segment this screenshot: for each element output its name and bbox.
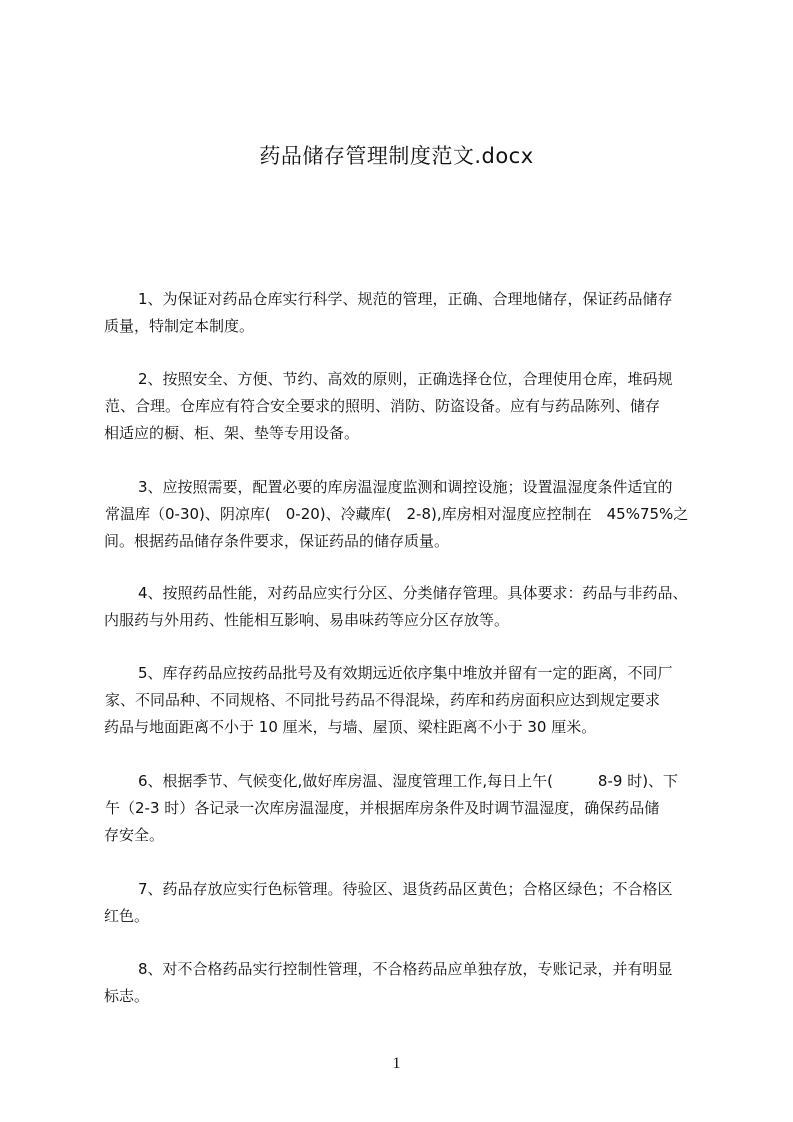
paragraph-8 [104,956,724,1010]
paragraph-line: 3、应按照需要，配置必要的库房温湿度监测和调控设施；设置温湿度条件适宜的 [138,478,673,496]
paragraph-line: 范、合理。仓库应有符合安全要求的照明、消防、防盗设备。应有与药品陈列、储存 [105,397,661,415]
paragraph-line: 家、不同品种、不同规格、不同批号药品不得混垛，药库和药房面积应达到规定要求 [105,691,661,709]
paragraph-line: 存安全。 [104,826,165,844]
paragraph-line: 7、药品存放应实行色标管理。待验区、退货药品区黄色；合格区绿色；不合格区 [138,880,673,898]
paragraph-line: 6、根据季节、气候变化,做好库房温、湿度管理工作,每日上午( 8-9 时)、下 [138,772,679,790]
page-number: 1 [392,1055,401,1072]
paragraph-line: 8、对不合格药品实行控制性管理，不合格药品应单独存放，专账记录，并有明显 [138,960,673,978]
paragraph-line: 常温库（0-30)、阴凉库( 0-20)、冷藏库( 2-8),库房相对湿度应控制在 45%75%之 [105,505,689,523]
paragraph-line: 红色。 [104,907,150,925]
paragraph-line: 内服药与外用药、性能相互影响、易串味药等应分区存放等。 [104,611,510,629]
paragraph-line: 午（2-3 时）各记录一次库房温湿度，并根据库房条件及时调节温湿度，确保药品储 [105,799,660,817]
document-title: 药品储存管理制度范文.docx [259,144,534,168]
paragraph-7 [104,876,724,930]
paragraph-line: 5、库存药品应按药品批号及有效期远近依序集中堆放并留有一定的距离，不同厂 [138,664,673,682]
paragraph-1 [104,286,724,340]
paragraph-line: 药品与地面距离不小于 10 厘米，与墙、屋顶、梁柱距离不小于 30 厘米。 [104,718,597,736]
paragraph-4 [104,580,724,634]
paragraph-line: 质量，特制定本制度。 [104,317,255,335]
paragraph-3 [104,474,724,555]
paragraph-5 [104,660,724,741]
paragraph-line: 间。根据药品储存条件要求，保证药品的储存质量。 [104,532,450,550]
paragraph-line: 标志。 [104,987,150,1005]
paragraph-line: 相适应的橱、柜、架、垫等专用设备。 [104,424,360,442]
paragraph-line: 2、按照安全、方便、节约、高效的原则，正确选择仓位，合理使用仓库，堆码规 [138,370,673,388]
paragraph-2 [104,366,724,447]
paragraph-6 [104,768,724,849]
paragraph-line: 1、为保证对药品仓库实行科学、规范的管理，正确、合理地储存，保证药品储存 [138,290,673,308]
paragraph-line: 4、按照药品性能，对药品应实行分区、分类储存管理。具体要求：药品与非药品、 [138,584,688,602]
